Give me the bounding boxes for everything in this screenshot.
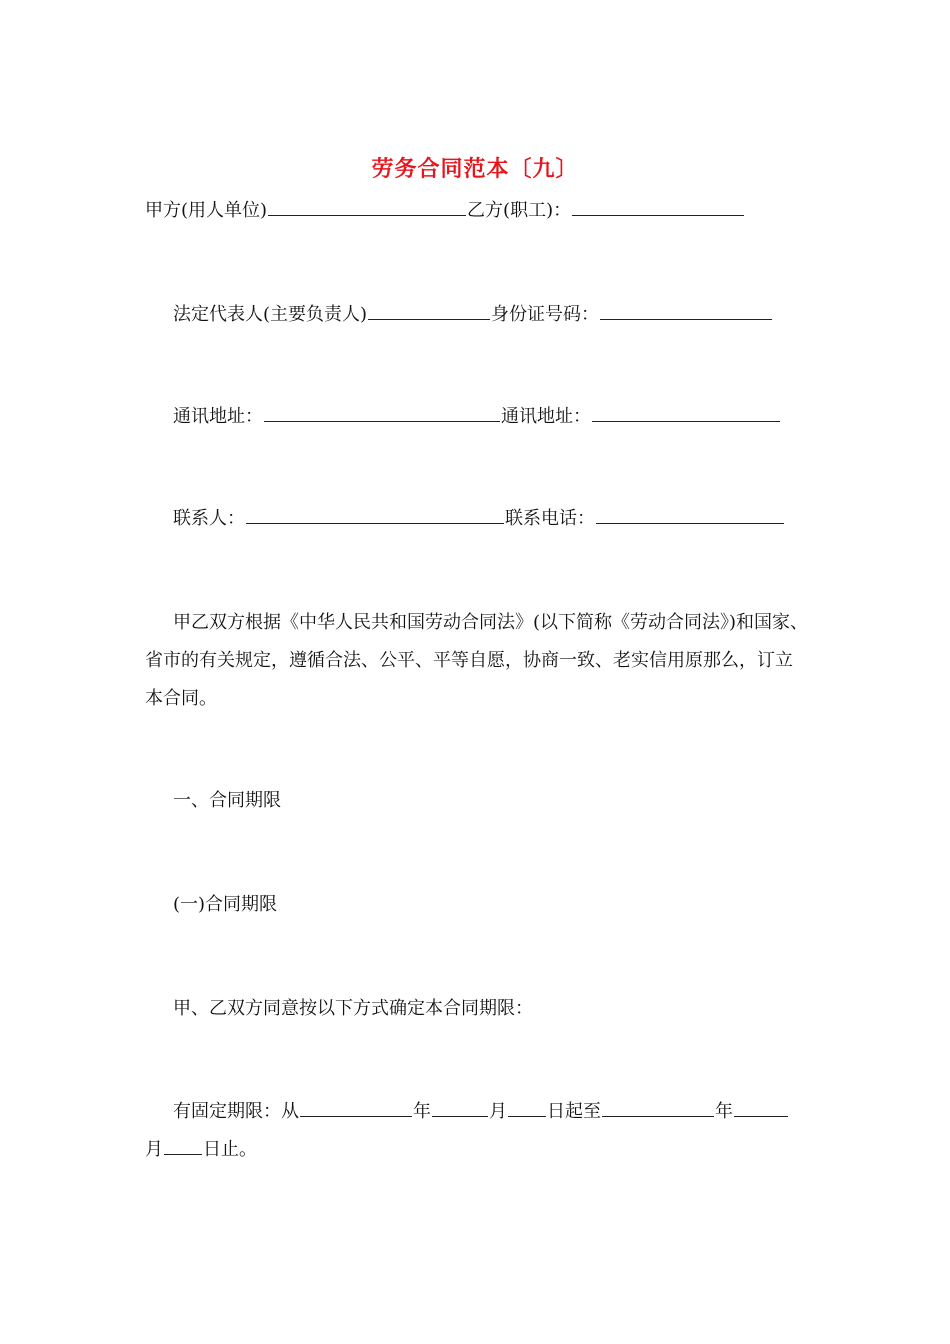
phone-blank[interactable] <box>596 501 784 524</box>
end-day-blank[interactable] <box>164 1132 202 1155</box>
fixed-term-label: 有固定期限：从 <box>173 1101 299 1122</box>
start-month-blank[interactable] <box>432 1094 488 1117</box>
section1-text: 甲、乙双方同意按以下方式确定本合同期限： <box>173 998 533 1019</box>
unit-day-end: 日止。 <box>203 1139 257 1160</box>
id-number-label: 身份证号码： <box>491 304 600 325</box>
section1-sub-heading: (一)合同期限 <box>173 894 278 915</box>
contact-blank[interactable] <box>246 501 504 524</box>
address-label-a: 通讯地址： <box>173 406 263 427</box>
party-line <box>145 192 745 230</box>
legal-rep-blank[interactable] <box>368 297 490 320</box>
unit-day-from: 日起至 <box>547 1101 601 1122</box>
end-month-blank[interactable] <box>734 1094 788 1117</box>
unit-month-2: 月 <box>145 1139 163 1160</box>
unit-year-2: 年 <box>715 1101 733 1122</box>
preamble-paragraph: 甲乙双方根据《中华人民共和国劳动合同法》(以下简称《劳动合同法》)和国家、省市的有关规定，遵循合法、公平、平等自愿，协商一致、老实信用原那么，订立本合同。 <box>145 612 809 709</box>
party-b-label: 乙方(职工)： <box>467 200 572 221</box>
party-b-blank[interactable] <box>572 193 744 216</box>
fixed-term-line-2 <box>145 1131 257 1169</box>
legal-rep-label: 法定代表人(主要负责人) <box>173 304 368 325</box>
address-label-b: 通讯地址： <box>501 406 591 427</box>
address-a-blank[interactable] <box>264 399 500 422</box>
phone-label: 联系电话： <box>505 508 595 529</box>
unit-month: 月 <box>489 1101 507 1122</box>
address-line <box>173 398 781 436</box>
address-b-blank[interactable] <box>592 399 780 422</box>
unit-year: 年 <box>413 1101 431 1122</box>
start-day-blank[interactable] <box>508 1094 546 1117</box>
fixed-term-line-1 <box>173 1093 789 1131</box>
document-title: 劳务合同范本〔九〕 <box>371 156 579 182</box>
party-a-label: 甲方(用人单位) <box>145 200 268 221</box>
legal-rep-line <box>173 296 773 334</box>
id-number-blank[interactable] <box>600 297 772 320</box>
contact-label: 联系人： <box>173 508 245 529</box>
start-year-blank[interactable] <box>300 1094 412 1117</box>
section1-heading: 一、合同期限 <box>173 790 281 811</box>
end-year-blank[interactable] <box>602 1094 714 1117</box>
party-a-blank[interactable] <box>268 193 466 216</box>
contact-line <box>173 500 785 538</box>
